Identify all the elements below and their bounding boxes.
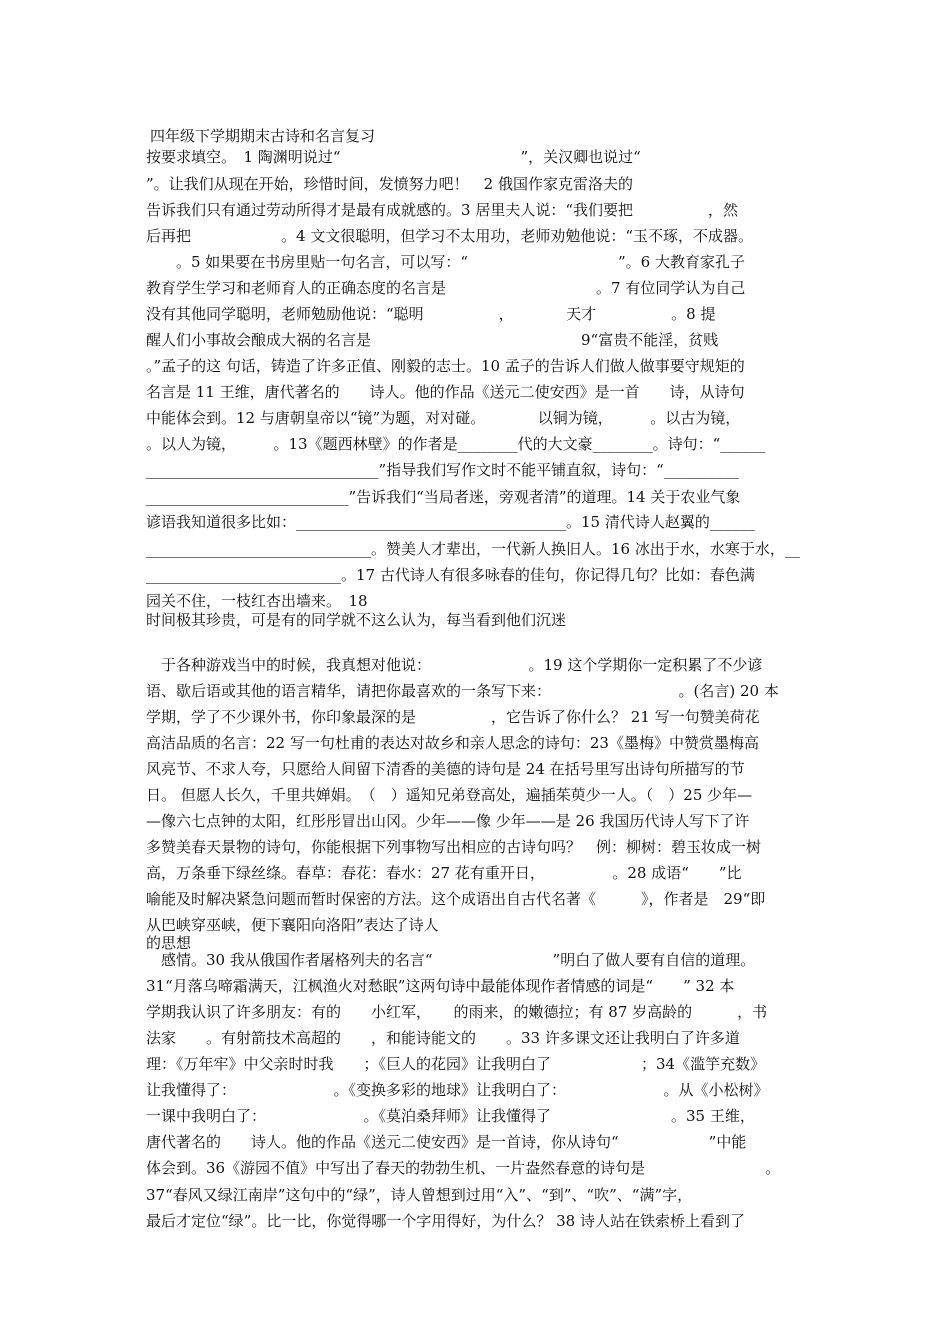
text-line: 理：《万年牢》中父亲时时我 ；《巨人的花园》让我明白了 ；34《滥竽充数》 [146, 1055, 766, 1073]
text-line: 感情。30 我从俄国作者屠格列夫的名言“ ”明白了做人要有自信的道理。 [146, 951, 756, 969]
text-line: —像六七点钟的太阳，红彤彤冒出山冈。少年——像 少年——是 26 我国历代诗人写下了许 [146, 812, 750, 830]
text-line: 醒人们小事故会酿成大祸的名言是 9“富贵不能淫，贫贱 [146, 331, 719, 349]
text-line: 31“月落乌啼霜满天，江枫渔火对愁眠”这两句诗中最能体现作者情感的词是“ ” 32 本 [146, 977, 735, 995]
text-line: ___________________________”告诉我们“当局者迷，旁观者清”的道理。14 关于农业气象 [146, 488, 741, 506]
text-line: 后再把 。4 文文很聪明，但学习不太用功，老师劝勉他说：“玉不琢，不成器。 [146, 227, 753, 245]
text-line: 的思想 [146, 934, 192, 952]
text-line: 最后才定位“绿”。比一比，你觉得哪一个字用得好，为什么？ 38 诗人站在铁索桥上看到了 [146, 1212, 745, 1230]
text-line: 名言是 11 王维，唐代著名的 诗人。他的作品《送元二使安西》是一首 诗，从诗句 [146, 383, 745, 401]
text-line: 时间极其珍贵，可是有的同学就不这么认为，每当看到他们沉迷 [146, 611, 567, 629]
text-line: 让我懂得了： 。《变换多彩的地球》让我明白了： 。从《小松树》 [146, 1081, 769, 1099]
text-line: 从巴峡穿巫峡，便下襄阳向洛阳”表达了诗人 [146, 916, 439, 934]
text-line: 学期我认识了许多朋友：有的 小红军， 的雨来，的嫩德拉；有 87 岁高龄的 ，书 [146, 1003, 768, 1021]
text-line: 。”孟子的这 句话，铸造了许多正值、刚毅的志士。10 孟子的告诉人们做人做事要守规矩的 [146, 357, 745, 375]
text-line: ______________________________。赞美人才辈出，一代新人换旧人。16 冰出于水，水寒于水，__ [146, 540, 800, 558]
text-line: 多赞美春天景物的诗句，你能根据下列事物写出相应的古诗句吗？ 例：柳树：碧玉妆成一树 [146, 838, 762, 856]
text-line: 高，万条垂下绿丝绦。春草：春花：春水：27 花有重开日， 。28 成语“ ”比 [146, 864, 742, 882]
text-line: 告诉我们只有通过劳动所得才是最有成就感的。3 居里夫人说：“我们要把 ，然 [146, 201, 738, 219]
text-line: 。5 如果要在书房里贴一句名言，可以写：“ ”。6 大教育家孔子 [146, 253, 745, 271]
text-line: 高洁品质的名言：22 写一句杜甫的表达对故乡和亲人思念的诗句：23《墨梅》中赞赏墨梅高 [146, 734, 759, 752]
text-line: 体会到。36《游园不值》中写出了春天的勃勃生机、一片盎然春意的诗句是 。 [146, 1159, 781, 1177]
text-line: 教育学生学习和老师育人的正确态度的名言是 。7 有位同学认为自己 [146, 279, 746, 297]
text-line: 学期，学了不少课外书，你印象最深的是 ，它告诉了你什么？ 21 写一句赞美荷花 [146, 708, 760, 726]
text-line: 中能体会到。12 与唐朝皇帝以“镜”为题，对对碰。 以铜为镜， 。以古为镜， [146, 409, 741, 427]
text-line: 风亮节、不求人夸，只愿给人间留下清香的美德的诗句是 24 在括号里写出诗句所描写的节 [146, 760, 745, 778]
text-line: 园关不住，一枝红杏出墙来。 18 [146, 592, 368, 610]
text-line: 谚语我知道很多比如：____________________________________。15 清代诗人赵翼的______ [146, 513, 755, 531]
text-line: 37“春风又绿江南岸”这句中的“绿”，诗人曾想到过用“入”、“到”、“吹”、“满”字， [146, 1186, 693, 1204]
text-line: _______________________________”指导我们写作文时不能平铺直叙，诗句：“__________ [146, 461, 739, 479]
text-line: 一课中我明白了： 。《莫泊桑拜师》让我懂得了 。35 王维， [146, 1107, 755, 1125]
text-line: 于各种游戏当中的时候，我真想对他说： 。19 这个学期你一定积累了不少谚 [146, 656, 763, 674]
text-line: ”。让我们从现在开始，珍惜时间，发愤努力吧！ 2 俄国作家克雷洛夫的 [146, 175, 633, 193]
text-line: 法家 。有射箭技术高超的 ，和能诗能文的 。33 许多课文还让我明白了许多道 [146, 1029, 740, 1047]
document-title: 四年级下学期期末古诗和名言复习 [150, 127, 376, 145]
text-line: 。以人为镜， 。13《题西林壁》的作者是________代的大文豪________。诗句：“______ [146, 435, 766, 453]
text-line: 喻能及时解决紧急问题而暂时保密的方法。这个成语出自古代名著《 》，作者是 29“即 [146, 890, 766, 908]
text-line: 语、歇后语或其他的语言精华，请把你最喜欢的一条写下来： 。(名言) 20 本 [146, 682, 779, 700]
text-line: 日。 但愿人长久，千里共婵娟。 （ ）遥知兄弟登高处，遍插茱萸少一人。（ ）25 少年— [146, 786, 753, 804]
text-line: 没有其他同学聪明，老师勉励他说：“聪明 ， 天才 。8 提 [146, 305, 716, 323]
text-line: __________________________。17 古代诗人有很多咏春的佳句，你记得几句？比如：春色满 [146, 566, 755, 584]
text-line: 唐代著名的 诗人。他的作品《送元二使安西》是一首诗，你从诗句“ ”中能 [146, 1133, 747, 1151]
text-line: 按要求填空。 1 陶渊明说过“ ”，关汉卿也说过“ [146, 148, 641, 166]
